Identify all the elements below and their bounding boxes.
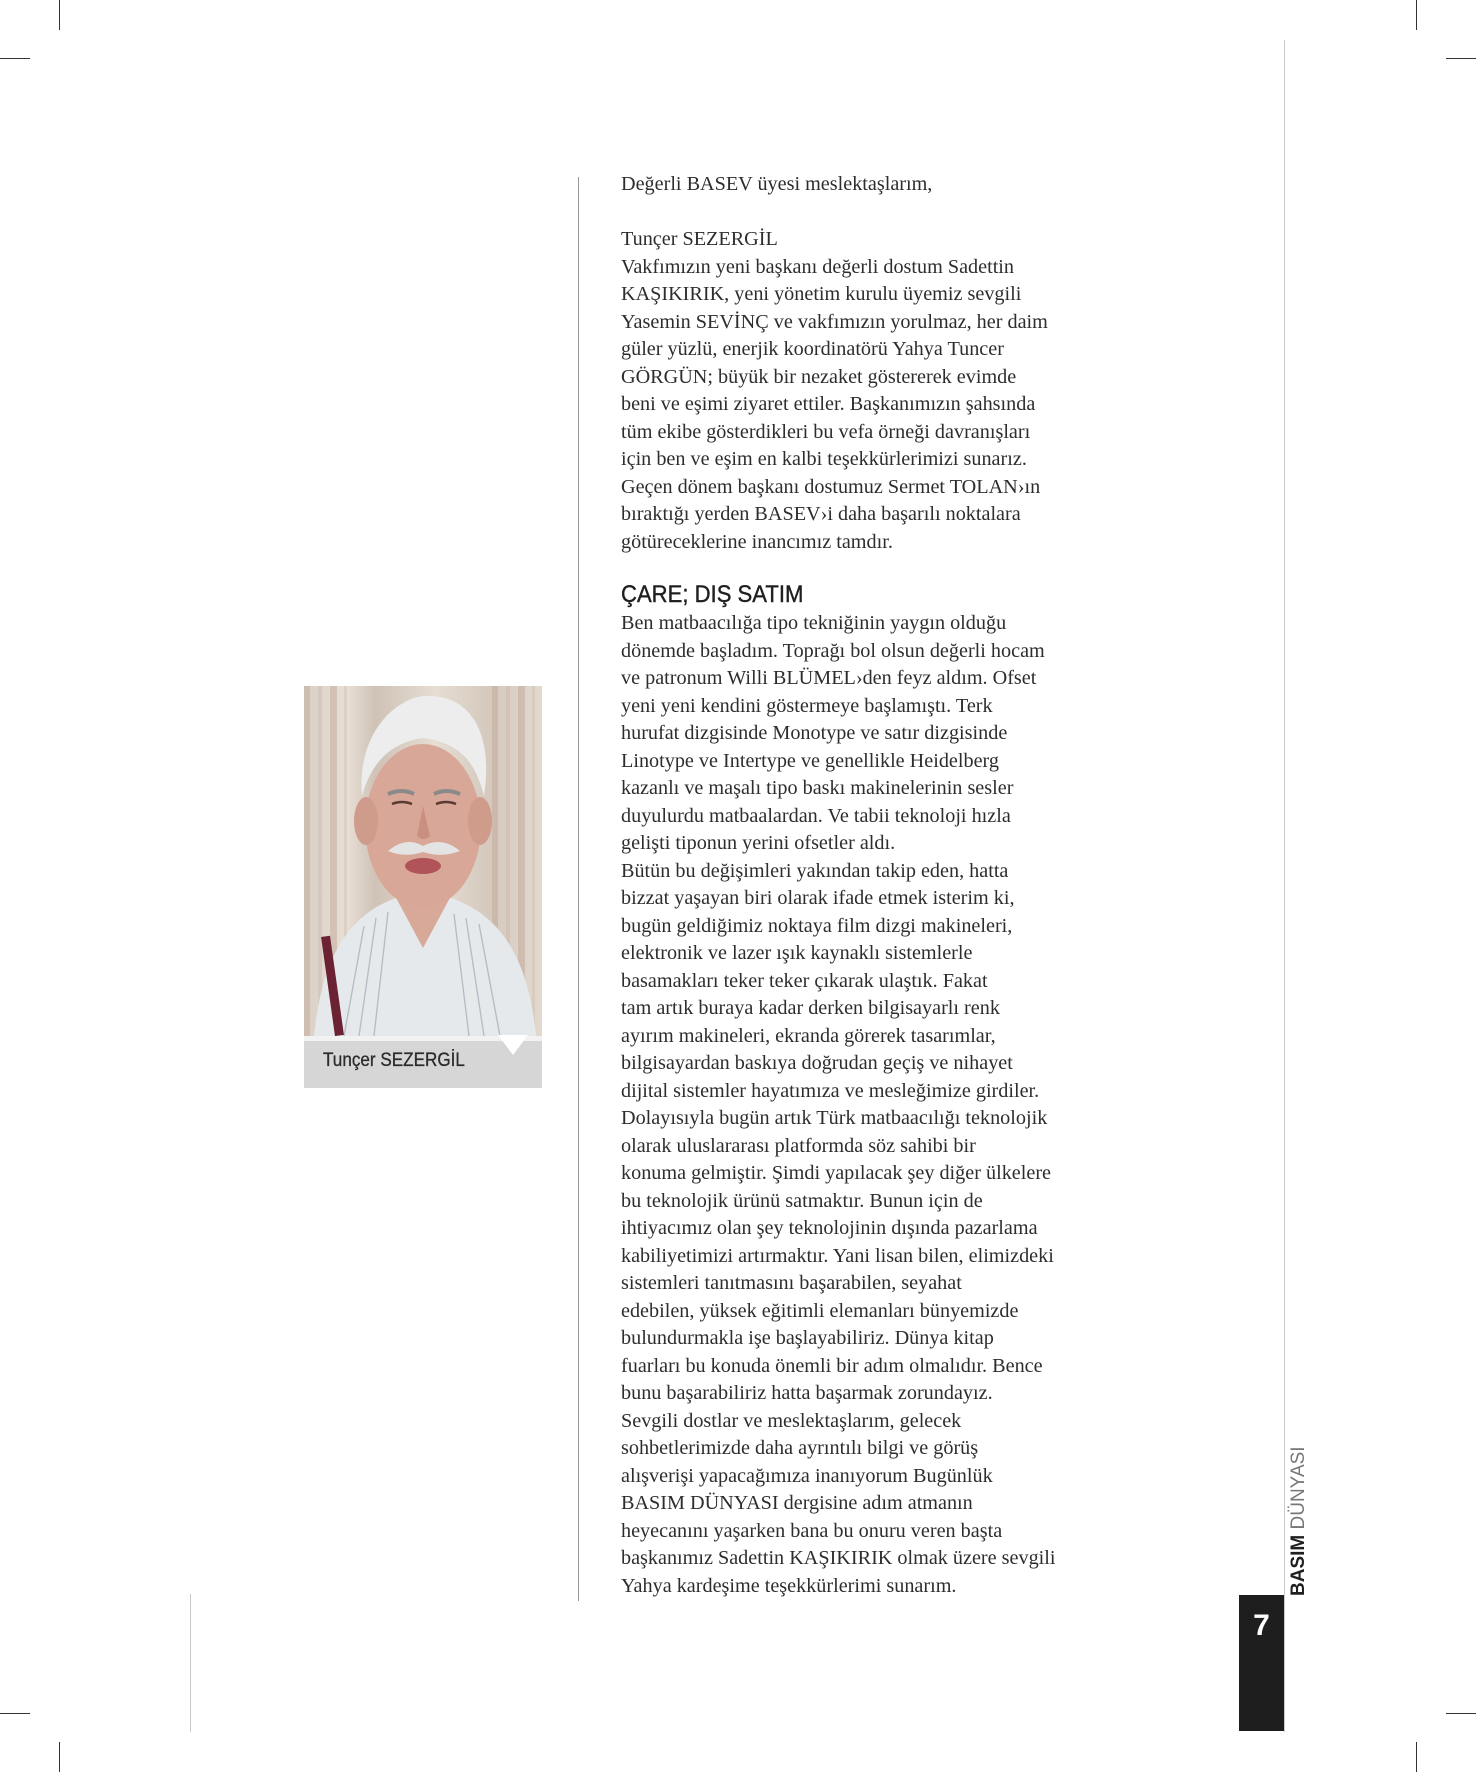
body-paragraph-2: Bütün bu değişimleri yakından takip eden, hatta bizzat yaşayan biri olarak ifade etmek isterim ki, bugün geldiğimiz noktaya film dizgi makineleri, elektronik ve lazer ışık kaynaklı sistemlerle basamakları teker teker çıkarak ulaştık. Fakat tam artık buraya kadar derken bilgisayarlı renk ayırım makineleri, ekranda görerek tasarımlar, bilgisayardan baskıya doğrudan geçiş ve nihayet dijital sistemler hayatımıza ve mesleğimize girdiler. Dolayısıyla bugün artık Türk matbaacılığı teknolojik olarak uluslararası platformda söz sahibi bir konuma gelmiştir. Şimdi yapılacak şey diğer ülkelere bu teknolojik ürünü satmaktır. Bunun için de ihtiyacımız olan şey teknolojinin dışında pazarlama kabiliyetimizi artırmaktır. Yani lisan bilen, elimizdeki sistemleri tanıtmasını başarabilen, seyahat edebilen, yüksek eğitimli elemanları bünyemizde bulundurmakla işe başlayabiliriz. Dünya kitap fuarları bu konuda önemli bir adım olmalıdır. Bence bunu başarabiliriz hatta başarmak zorundayız. — [621, 859, 1054, 1404]
crop-mark — [1446, 58, 1476, 59]
crop-mark — [0, 1713, 30, 1714]
crop-mark — [1416, 0, 1417, 30]
body-paragraph-1: Ben matbaacılığa tipo tekniğinin yaygın olduğu dönemde başladım. Toprağı bol olsun değerli hocam ve patronum Willi BLÜMEL›den feyz aldım. Ofset yeni yeni kendini göstermeye başlamıştı. Terk hurufat dizgisinde Monotype ve satır dizgisinde Linotype ve Intertype ve genellikle Heidelberg kazanlı ve maşalı tipo baskı makinelerinin sesler duyulurdu matbaalardan. Ve tabii teknoloji hızla gelişti tiponun yerini ofsetler aldı. — [621, 612, 1045, 854]
page-number-box — [1239, 1595, 1284, 1731]
magazine-title — [1287, 1446, 1311, 1596]
author-name: Tunçer SEZERGİL — [621, 228, 778, 250]
body-paragraph-3: Sevgili dostlar ve meslektaşlarım, gelecek sohbetlerimizde daha ayrıntılı bilgi ve görüş alışverişi yapacağımıza inanıyorum Bugünlük BASIM DÜNYASI dergisine adım atmanın heyecanını yaşarken bana bu onuru veren başta başkanımız Sadettin KAŞIKIRIK olmak üzere sevgili Yahya kardeşime teşekkürlerimi sunarım. — [621, 1409, 1056, 1597]
author-photo-card — [304, 686, 542, 1088]
section-heading: ÇARE; DIŞ SATIM — [621, 581, 804, 608]
magazine-title-bold: BASIM — [1288, 1534, 1309, 1596]
magazine-title-light: DÜNYASI — [1288, 1446, 1309, 1535]
intro-paragraph: Vakfımızın yeni başkanı değerli dostum Sadettin KAŞIKIRIK, yeni yönetim kurulu üyemiz sevgili Yasemin SEVİNÇ ve vakfımızın yorulmaz, her daim güler yüzlü, enerjik koordinatörü Yahya Tuncer GÖRGÜN; büyük bir nezaket göstererek evimde beni ve eşimi ziyaret ettiler. Başkanımızın şahsında tüm ekibe gösterdikleri bu vefa örneği davranışları için ben ve eşim en kalbi teşekkürlerimizi sunarız. Geçen dönem başkanı dostumuz Sermet TOLAN›ın bıraktığı yerden BASEV›i daha başarılı noktalara götüreceklerine inancımız tamdır. — [621, 255, 1048, 553]
photo-caption-text: Tunçer SEZERGİL — [323, 1050, 465, 1071]
crop-mark — [1416, 1742, 1417, 1772]
crop-mark — [0, 58, 30, 59]
photo-caption — [304, 1036, 542, 1088]
article-body — [621, 171, 1111, 1600]
greeting: Değerli BASEV üyesi meslektaşlarım, — [621, 173, 933, 195]
crop-mark — [59, 0, 60, 30]
author-photo — [304, 686, 542, 1036]
crop-mark — [1446, 1713, 1476, 1714]
page-edge-rule-left — [190, 1594, 191, 1732]
page-number: 7 — [1253, 1609, 1270, 1642]
column-divider — [578, 177, 579, 1601]
crop-mark — [59, 1742, 60, 1772]
caption-notch — [498, 1035, 528, 1055]
page-edge-rule — [1284, 40, 1285, 1732]
